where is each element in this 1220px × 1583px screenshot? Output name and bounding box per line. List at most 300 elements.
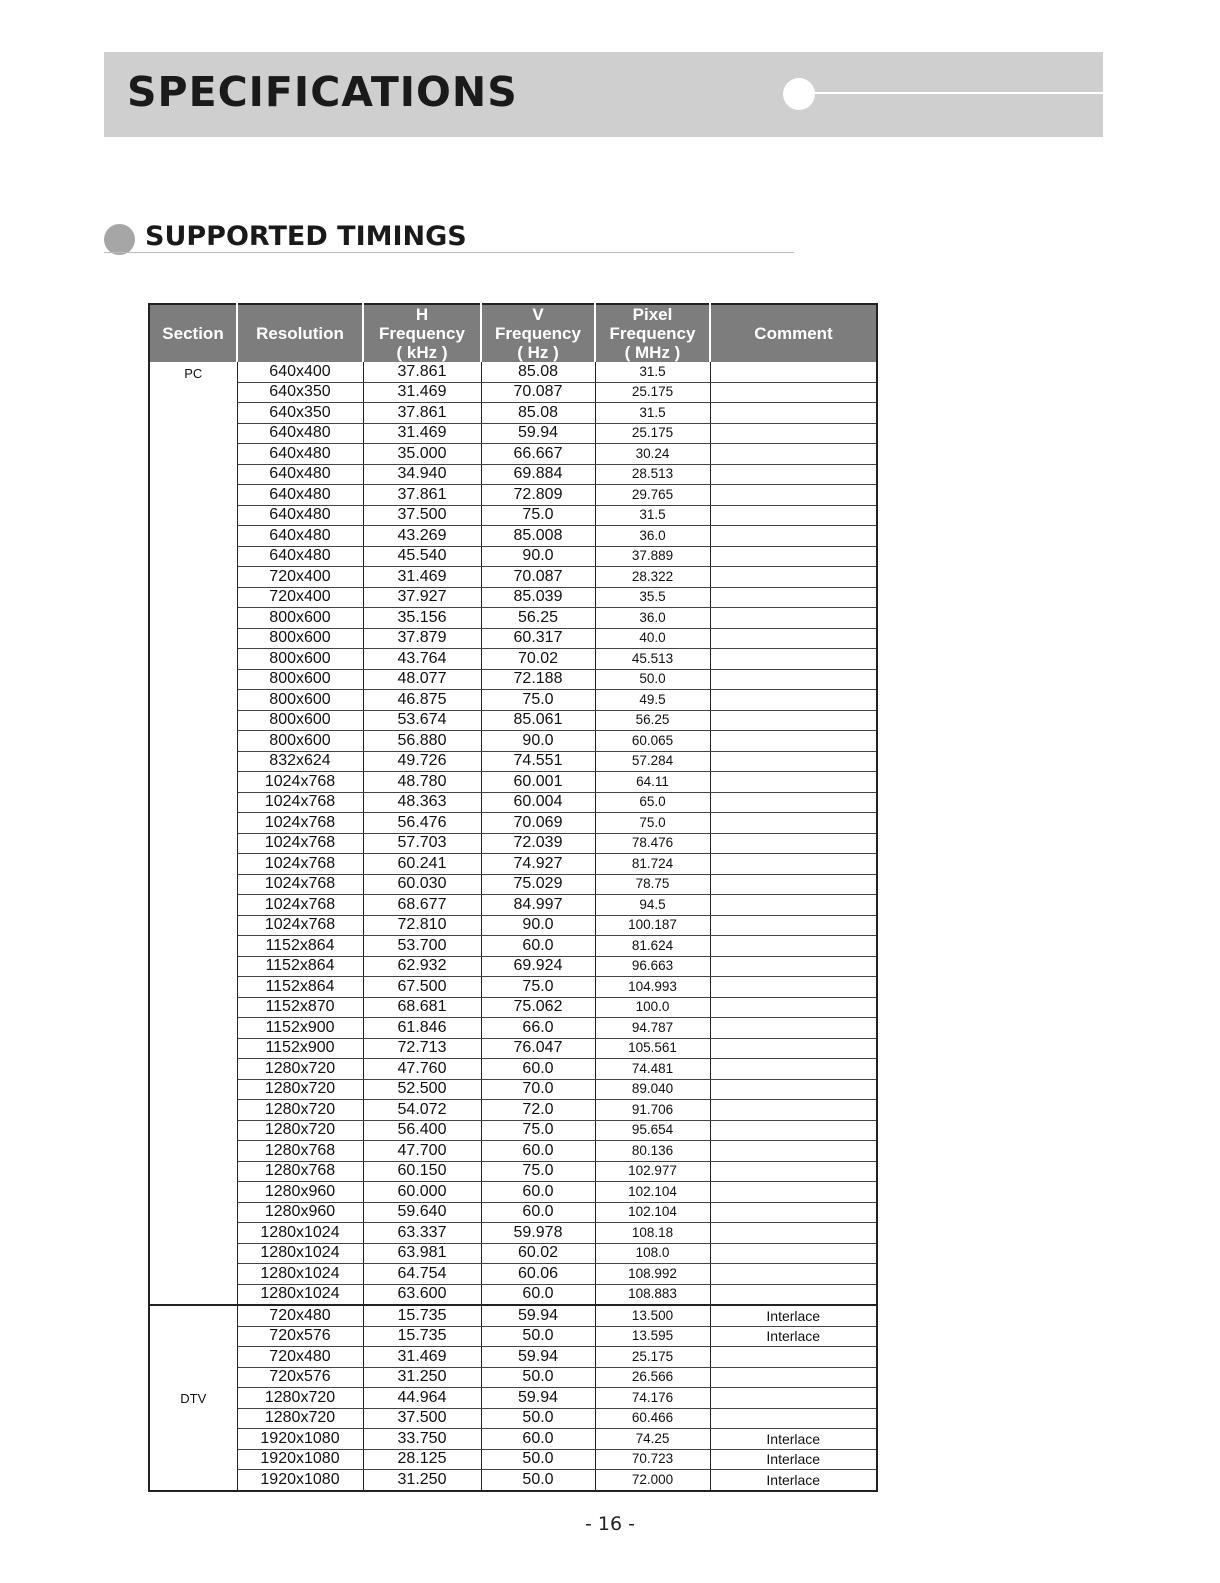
v-frequency-cell: 75.0 — [481, 1161, 595, 1182]
comment-cell — [710, 649, 877, 670]
comment-cell — [710, 1120, 877, 1141]
comment-cell: Interlace — [710, 1429, 877, 1450]
resolution-cell: 1024x768 — [237, 772, 363, 793]
pixel-frequency-cell: 81.724 — [595, 854, 710, 875]
resolution-cell: 1152x870 — [237, 997, 363, 1018]
column-header — [149, 304, 237, 362]
pixel-frequency-cell: 36.0 — [595, 526, 710, 547]
pixel-frequency-cell: 74.481 — [595, 1059, 710, 1080]
comment-cell — [710, 382, 877, 403]
table-row — [149, 1284, 877, 1305]
comment-cell — [710, 792, 877, 813]
h-frequency-cell: 60.030 — [363, 874, 481, 895]
comment-cell: Interlace — [710, 1449, 877, 1470]
comment-cell — [710, 362, 877, 382]
comment-cell — [710, 587, 877, 608]
pixel-frequency-cell: 81.624 — [595, 936, 710, 957]
comment-cell — [710, 833, 877, 854]
v-frequency-cell: 60.0 — [481, 1284, 595, 1305]
resolution-cell: 720x480 — [237, 1347, 363, 1368]
comment-cell — [710, 751, 877, 772]
h-frequency-cell: 67.500 — [363, 977, 481, 998]
resolution-cell: 1280x960 — [237, 1202, 363, 1223]
section-bullet-icon — [104, 224, 135, 255]
h-frequency-cell: 47.700 — [363, 1141, 481, 1162]
v-frequency-cell: 56.25 — [481, 608, 595, 629]
column-header-line: Frequency — [379, 324, 465, 343]
pixel-frequency-cell: 108.992 — [595, 1264, 710, 1285]
table-row — [149, 813, 877, 834]
table-row — [149, 628, 877, 649]
table-row — [149, 772, 877, 793]
resolution-cell: 1280x720 — [237, 1120, 363, 1141]
v-frequency-cell: 69.924 — [481, 956, 595, 977]
v-frequency-cell: 85.061 — [481, 710, 595, 731]
comment-cell — [710, 423, 877, 444]
v-frequency-cell: 75.062 — [481, 997, 595, 1018]
h-frequency-cell: 15.735 — [363, 1326, 481, 1347]
h-frequency-cell: 60.241 — [363, 854, 481, 875]
table-row — [149, 731, 877, 752]
resolution-cell: 1024x768 — [237, 854, 363, 875]
v-frequency-cell: 59.978 — [481, 1223, 595, 1244]
v-frequency-cell: 75.0 — [481, 505, 595, 526]
comment-cell — [710, 403, 877, 424]
pixel-frequency-cell: 94.5 — [595, 895, 710, 916]
pixel-frequency-cell: 94.787 — [595, 1018, 710, 1039]
resolution-cell: 1280x1024 — [237, 1243, 363, 1264]
pixel-frequency-cell: 102.977 — [595, 1161, 710, 1182]
h-frequency-cell: 56.476 — [363, 813, 481, 834]
table-row — [149, 1141, 877, 1162]
comment-cell: Interlace — [710, 1305, 877, 1326]
comment-cell — [710, 1182, 877, 1203]
comment-cell — [710, 1408, 877, 1429]
section-cell: PC — [149, 362, 237, 1305]
comment-cell — [710, 1161, 877, 1182]
comment-cell — [710, 1141, 877, 1162]
table-row — [149, 1038, 877, 1059]
v-frequency-cell: 59.94 — [481, 423, 595, 444]
pixel-frequency-cell: 105.561 — [595, 1038, 710, 1059]
pixel-frequency-cell: 72.000 — [595, 1470, 710, 1491]
table-row — [149, 546, 877, 567]
resolution-cell: 640x480 — [237, 464, 363, 485]
column-header — [237, 304, 363, 362]
page-number: - 16 - — [585, 1513, 635, 1535]
pixel-frequency-cell: 45.513 — [595, 649, 710, 670]
h-frequency-cell: 47.760 — [363, 1059, 481, 1080]
resolution-cell: 1280x720 — [237, 1388, 363, 1409]
column-header-line: ( kHz ) — [396, 343, 448, 362]
column-header — [710, 304, 877, 362]
h-frequency-cell: 31.469 — [363, 567, 481, 588]
h-frequency-cell: 68.681 — [363, 997, 481, 1018]
table-row — [149, 1429, 877, 1450]
table-row — [149, 977, 877, 998]
table-row — [149, 587, 877, 608]
pixel-frequency-cell: 89.040 — [595, 1079, 710, 1100]
comment-cell — [710, 813, 877, 834]
v-frequency-cell: 60.001 — [481, 772, 595, 793]
table-row — [149, 444, 877, 465]
table-row — [149, 1326, 877, 1347]
resolution-cell: 800x600 — [237, 608, 363, 629]
table-row — [149, 792, 877, 813]
resolution-cell: 800x600 — [237, 628, 363, 649]
comment-cell — [710, 608, 877, 629]
h-frequency-cell: 33.750 — [363, 1429, 481, 1450]
v-frequency-cell: 60.06 — [481, 1264, 595, 1285]
table-row — [149, 505, 877, 526]
v-frequency-cell: 50.0 — [481, 1470, 595, 1491]
h-frequency-cell: 37.879 — [363, 628, 481, 649]
column-header — [481, 304, 595, 362]
pixel-frequency-cell: 74.176 — [595, 1388, 710, 1409]
v-frequency-cell: 60.0 — [481, 1202, 595, 1223]
column-header-line: H — [415, 305, 429, 324]
pixel-frequency-cell: 96.663 — [595, 956, 710, 977]
table-row — [149, 1161, 877, 1182]
v-frequency-cell: 66.667 — [481, 444, 595, 465]
table-row — [149, 1367, 877, 1388]
v-frequency-cell: 60.004 — [481, 792, 595, 813]
pixel-frequency-cell: 95.654 — [595, 1120, 710, 1141]
h-frequency-cell: 64.754 — [363, 1264, 481, 1285]
h-frequency-cell: 61.846 — [363, 1018, 481, 1039]
pixel-frequency-cell: 57.284 — [595, 751, 710, 772]
table-row — [149, 1120, 877, 1141]
v-frequency-cell: 60.0 — [481, 1141, 595, 1162]
v-frequency-cell: 84.997 — [481, 895, 595, 916]
h-frequency-cell: 31.250 — [363, 1470, 481, 1491]
table-row — [149, 1018, 877, 1039]
pixel-frequency-cell: 31.5 — [595, 505, 710, 526]
supported-timings-table — [148, 303, 878, 1492]
v-frequency-cell: 50.0 — [481, 1408, 595, 1429]
resolution-cell: 1152x864 — [237, 936, 363, 957]
pixel-frequency-cell: 108.883 — [595, 1284, 710, 1305]
comment-cell — [710, 1367, 877, 1388]
h-frequency-cell: 56.880 — [363, 731, 481, 752]
h-frequency-cell: 52.500 — [363, 1079, 481, 1100]
v-frequency-cell: 60.0 — [481, 1182, 595, 1203]
comment-cell — [710, 936, 877, 957]
v-frequency-cell: 85.08 — [481, 403, 595, 424]
pixel-frequency-cell: 35.5 — [595, 587, 710, 608]
table-row — [149, 1182, 877, 1203]
h-frequency-cell: 49.726 — [363, 751, 481, 772]
h-frequency-cell: 43.269 — [363, 526, 481, 547]
v-frequency-cell: 85.08 — [481, 362, 595, 382]
resolution-cell: 800x600 — [237, 669, 363, 690]
v-frequency-cell: 59.94 — [481, 1388, 595, 1409]
h-frequency-cell: 31.469 — [363, 423, 481, 444]
pixel-frequency-cell: 37.889 — [595, 546, 710, 567]
table-row — [149, 956, 877, 977]
v-frequency-cell: 60.317 — [481, 628, 595, 649]
h-frequency-cell: 15.735 — [363, 1305, 481, 1326]
h-frequency-cell: 56.400 — [363, 1120, 481, 1141]
h-frequency-cell: 37.861 — [363, 485, 481, 506]
table-row — [149, 1305, 877, 1326]
table-row — [149, 485, 877, 506]
table-row — [149, 1388, 877, 1409]
resolution-cell: 1024x768 — [237, 915, 363, 936]
column-header-line: Frequency — [609, 324, 696, 343]
table-row — [149, 1202, 877, 1223]
table-row — [149, 526, 877, 547]
resolution-cell: 640x400 — [237, 362, 363, 382]
pixel-frequency-cell: 60.065 — [595, 731, 710, 752]
table-row — [149, 895, 877, 916]
resolution-cell: 640x480 — [237, 423, 363, 444]
v-frequency-cell: 66.0 — [481, 1018, 595, 1039]
h-frequency-cell: 53.674 — [363, 710, 481, 731]
pixel-frequency-cell: 50.0 — [595, 669, 710, 690]
resolution-cell: 720x400 — [237, 567, 363, 588]
table-row — [149, 936, 877, 957]
v-frequency-cell: 90.0 — [481, 546, 595, 567]
v-frequency-cell: 90.0 — [481, 915, 595, 936]
table-row — [149, 1408, 877, 1429]
v-frequency-cell: 70.087 — [481, 382, 595, 403]
comment-cell: Interlace — [710, 1326, 877, 1347]
pixel-frequency-cell: 75.0 — [595, 813, 710, 834]
v-frequency-cell: 60.0 — [481, 1059, 595, 1080]
pixel-frequency-cell: 25.175 — [595, 1347, 710, 1368]
resolution-cell: 1024x768 — [237, 895, 363, 916]
table-row — [149, 751, 877, 772]
resolution-cell: 640x350 — [237, 403, 363, 424]
h-frequency-cell: 31.469 — [363, 1347, 481, 1368]
comment-cell — [710, 526, 877, 547]
h-frequency-cell: 48.780 — [363, 772, 481, 793]
table-row — [149, 403, 877, 424]
h-frequency-cell: 60.000 — [363, 1182, 481, 1203]
section-rule — [104, 252, 794, 253]
resolution-cell: 1024x768 — [237, 833, 363, 854]
pixel-frequency-cell: 36.0 — [595, 608, 710, 629]
column-header-line: ( Hz ) — [517, 343, 559, 362]
resolution-cell: 1280x720 — [237, 1079, 363, 1100]
resolution-cell: 1280x768 — [237, 1141, 363, 1162]
v-frequency-cell: 70.02 — [481, 649, 595, 670]
column-header-line: Comment — [754, 324, 833, 343]
pixel-frequency-cell: 100.0 — [595, 997, 710, 1018]
resolution-cell: 1152x900 — [237, 1038, 363, 1059]
pixel-frequency-cell: 28.513 — [595, 464, 710, 485]
table-row — [149, 997, 877, 1018]
resolution-cell: 1280x960 — [237, 1182, 363, 1203]
comment-cell — [710, 1018, 877, 1039]
resolution-cell: 1024x768 — [237, 792, 363, 813]
comment-cell — [710, 628, 877, 649]
header-dot-decoration — [783, 78, 815, 110]
pixel-frequency-cell: 64.11 — [595, 772, 710, 793]
resolution-cell: 720x576 — [237, 1326, 363, 1347]
resolution-cell: 1280x720 — [237, 1408, 363, 1429]
v-frequency-cell: 90.0 — [481, 731, 595, 752]
table-row — [149, 1059, 877, 1080]
h-frequency-cell: 62.932 — [363, 956, 481, 977]
comment-cell — [710, 1243, 877, 1264]
pixel-frequency-cell: 28.322 — [595, 567, 710, 588]
h-frequency-cell: 37.861 — [363, 403, 481, 424]
table-row — [149, 1470, 877, 1491]
v-frequency-cell: 50.0 — [481, 1367, 595, 1388]
h-frequency-cell: 34.940 — [363, 464, 481, 485]
pixel-frequency-cell: 74.25 — [595, 1429, 710, 1450]
column-header-line: ( MHz ) — [624, 343, 681, 362]
pixel-frequency-cell: 29.765 — [595, 485, 710, 506]
h-frequency-cell: 60.150 — [363, 1161, 481, 1182]
column-header-line: Frequency — [495, 324, 581, 343]
v-frequency-cell: 60.0 — [481, 936, 595, 957]
column-header-line: Section — [162, 324, 224, 343]
v-frequency-cell: 59.94 — [481, 1305, 595, 1326]
resolution-cell: 640x480 — [237, 526, 363, 547]
v-frequency-cell: 69.884 — [481, 464, 595, 485]
resolution-cell: 1280x720 — [237, 1100, 363, 1121]
column-header — [595, 304, 710, 362]
page-title: SPECIFICATIONS — [127, 68, 518, 116]
column-header — [363, 304, 481, 362]
table-row — [149, 1100, 877, 1121]
table-row — [149, 1449, 877, 1470]
v-frequency-cell: 50.0 — [481, 1449, 595, 1470]
v-frequency-cell: 85.039 — [481, 587, 595, 608]
table-row — [149, 567, 877, 588]
comment-cell — [710, 690, 877, 711]
h-frequency-cell: 45.540 — [363, 546, 481, 567]
resolution-cell: 1920x1080 — [237, 1429, 363, 1450]
resolution-cell: 720x576 — [237, 1367, 363, 1388]
v-frequency-cell: 60.02 — [481, 1243, 595, 1264]
pixel-frequency-cell: 108.0 — [595, 1243, 710, 1264]
resolution-cell: 640x480 — [237, 546, 363, 567]
table-row — [149, 1347, 877, 1368]
h-frequency-cell: 35.000 — [363, 444, 481, 465]
h-frequency-cell: 28.125 — [363, 1449, 481, 1470]
table-row — [149, 1223, 877, 1244]
comment-cell — [710, 731, 877, 752]
resolution-cell: 720x480 — [237, 1305, 363, 1326]
comment-cell — [710, 874, 877, 895]
table-row — [149, 423, 877, 444]
pixel-frequency-cell: 91.706 — [595, 1100, 710, 1121]
pixel-frequency-cell: 104.993 — [595, 977, 710, 998]
v-frequency-cell: 75.0 — [481, 690, 595, 711]
comment-cell — [710, 546, 877, 567]
h-frequency-cell: 37.927 — [363, 587, 481, 608]
v-frequency-cell: 60.0 — [481, 1429, 595, 1450]
h-frequency-cell: 31.250 — [363, 1367, 481, 1388]
h-frequency-cell: 37.500 — [363, 505, 481, 526]
h-frequency-cell: 68.677 — [363, 895, 481, 916]
resolution-cell: 800x600 — [237, 710, 363, 731]
comment-cell — [710, 915, 877, 936]
h-frequency-cell: 53.700 — [363, 936, 481, 957]
comment-cell — [710, 1100, 877, 1121]
pixel-frequency-cell: 13.500 — [595, 1305, 710, 1326]
pixel-frequency-cell: 78.476 — [595, 833, 710, 854]
v-frequency-cell: 76.047 — [481, 1038, 595, 1059]
resolution-cell: 640x480 — [237, 485, 363, 506]
comment-cell — [710, 1223, 877, 1244]
table-row — [149, 649, 877, 670]
v-frequency-cell: 72.188 — [481, 669, 595, 690]
table-row — [149, 833, 877, 854]
table-row — [149, 382, 877, 403]
resolution-cell: 1024x768 — [237, 874, 363, 895]
comment-cell — [710, 1038, 877, 1059]
pixel-frequency-cell: 49.5 — [595, 690, 710, 711]
comment-cell — [710, 854, 877, 875]
v-frequency-cell: 59.94 — [481, 1347, 595, 1368]
h-frequency-cell: 43.764 — [363, 649, 481, 670]
h-frequency-cell: 48.363 — [363, 792, 481, 813]
table-row — [149, 362, 877, 382]
comment-cell — [710, 505, 877, 526]
comment-cell — [710, 1347, 877, 1368]
pixel-frequency-cell: 30.24 — [595, 444, 710, 465]
column-header-line: Resolution — [256, 324, 344, 343]
resolution-cell: 832x624 — [237, 751, 363, 772]
resolution-cell: 1280x1024 — [237, 1284, 363, 1305]
pixel-frequency-cell: 56.25 — [595, 710, 710, 731]
pixel-frequency-cell: 108.18 — [595, 1223, 710, 1244]
pixel-frequency-cell: 31.5 — [595, 362, 710, 382]
table-row — [149, 710, 877, 731]
pixel-frequency-cell: 25.175 — [595, 423, 710, 444]
table-row — [149, 464, 877, 485]
h-frequency-cell: 59.640 — [363, 1202, 481, 1223]
resolution-cell: 1024x768 — [237, 813, 363, 834]
column-header-line: Pixel — [632, 305, 673, 324]
column-header-line: V — [532, 305, 544, 324]
section-cell: DTV — [149, 1305, 237, 1491]
resolution-cell: 800x600 — [237, 649, 363, 670]
resolution-cell: 1152x864 — [237, 977, 363, 998]
pixel-frequency-cell: 13.595 — [595, 1326, 710, 1347]
table-header-row — [149, 304, 877, 362]
resolution-cell: 1280x1024 — [237, 1223, 363, 1244]
comment-cell — [710, 1264, 877, 1285]
v-frequency-cell: 85.008 — [481, 526, 595, 547]
v-frequency-cell: 70.0 — [481, 1079, 595, 1100]
comment-cell — [710, 1388, 877, 1409]
resolution-cell: 640x480 — [237, 444, 363, 465]
comment-cell — [710, 977, 877, 998]
resolution-cell: 720x400 — [237, 587, 363, 608]
pixel-frequency-cell: 102.104 — [595, 1182, 710, 1203]
v-frequency-cell: 75.0 — [481, 977, 595, 998]
comment-cell — [710, 464, 877, 485]
comment-cell: Interlace — [710, 1470, 877, 1491]
h-frequency-cell: 57.703 — [363, 833, 481, 854]
comment-cell — [710, 1202, 877, 1223]
table-row — [149, 1264, 877, 1285]
comment-cell — [710, 444, 877, 465]
h-frequency-cell: 48.077 — [363, 669, 481, 690]
comment-cell — [710, 1284, 877, 1305]
table-row — [149, 1079, 877, 1100]
h-frequency-cell: 72.713 — [363, 1038, 481, 1059]
pixel-frequency-cell: 31.5 — [595, 403, 710, 424]
resolution-cell: 1920x1080 — [237, 1449, 363, 1470]
pixel-frequency-cell: 102.104 — [595, 1202, 710, 1223]
